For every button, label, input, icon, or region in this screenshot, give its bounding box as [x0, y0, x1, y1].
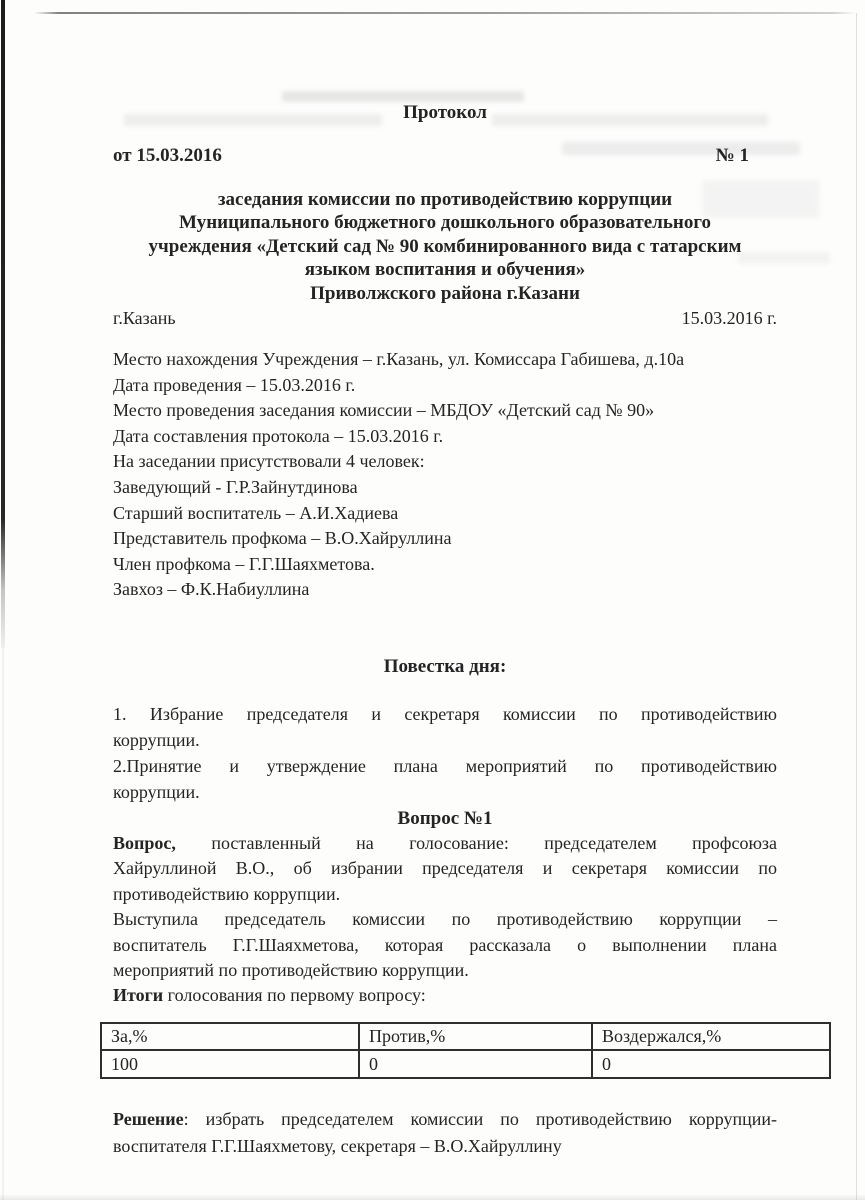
document-date: от 15.03.2016: [113, 145, 222, 166]
decision-lead: Решение: [113, 1109, 184, 1130]
detail-line: Завхоз – Ф.К.Набиуллина: [113, 579, 310, 600]
detail-line: Представитель профкома – В.О.Хайруллина: [113, 528, 452, 549]
vote-table-header-row: [101, 1023, 830, 1051]
vote-results-line: Итоги голосования по первому вопросу:: [113, 985, 426, 1006]
agenda-item-1-line: коррупции.: [113, 729, 200, 750]
vote-table: [100, 1022, 831, 1080]
question1-body: [113, 831, 777, 1009]
agenda-list: [113, 701, 777, 805]
decision-line: воспитателя Г.Г.Шаяхметову, секретаря – В.О.Хайруллину: [113, 1135, 562, 1156]
scan-edge-bottom: [0, 1194, 865, 1200]
meeting-details: [113, 347, 777, 603]
document-subtitle: [113, 188, 777, 305]
vote-table-header-vozderzhalsya: Воздержался,%: [592, 1023, 830, 1051]
question1-p2-line: мероприятий по противодействию коррупции.: [113, 960, 469, 980]
document-title: Протокол: [403, 102, 487, 123]
vote-value-vozderzhalsya: 0: [592, 1050, 830, 1078]
question1-p1-line: Вопрос, поставленный на голосование: председателем профсоюза: [113, 832, 777, 853]
decision-paragraph: [113, 1106, 777, 1159]
subtitle-line: учреждения «Детский сад № 90 комбинированного вида с татарским: [148, 235, 742, 257]
place-date-row: [113, 306, 777, 331]
question1-p2-line: воспитатель Г.Г.Шаяхметова, которая рассказала о выполнении плана: [113, 934, 777, 955]
place-date: 15.03.2016 г.: [681, 308, 777, 329]
detail-line: Заведующий - Г.Р.Зайнутдинова: [113, 477, 358, 497]
vote-value-za: 100: [101, 1050, 359, 1078]
agenda-item-2-line: коррупции.: [113, 781, 200, 802]
subtitle-line: языком воспитания и обучения»: [304, 259, 586, 281]
scan-edge-left: [1, 0, 5, 648]
detail-line: Место нахождения Учреждения – г.Казань, ул. Комиссара Габишева, д.10а: [113, 349, 685, 370]
document-content: [113, 0, 777, 1159]
date-number-row: [113, 144, 777, 167]
agenda-item-1-line: 1. Избрание председателя и секретаря комиссии по противодействию: [113, 703, 777, 724]
vote-table-header-protiv: Против,%: [359, 1023, 592, 1051]
subtitle-line: Муниципального бюджетного дошкольного образовательного: [179, 212, 711, 234]
agenda-heading: Повестка дня:: [383, 655, 507, 677]
detail-line: Дата составления протокола – 15.03.2016 г.: [113, 425, 444, 446]
detail-line: На заседании присутствовали 4 человек:: [113, 451, 425, 472]
question1-p1-lead: Вопрос,: [113, 832, 176, 853]
place-city: г.Казань: [113, 308, 176, 329]
scan-edge-right: [856, 13, 857, 1200]
agenda-item-2-line: 2.Принятие и утверждение плана мероприятий по противодействию: [113, 755, 777, 776]
detail-line: Место проведения заседания комиссии – МБДОУ «Детский сад № 90»: [113, 400, 655, 421]
document-number: № 1: [715, 145, 749, 166]
subtitle-line: Приволжского района г.Казани: [310, 282, 580, 304]
detail-line: Дата проведения – 15.03.2016 г.: [113, 374, 356, 395]
detail-line: Старший воспитатель – А.И.Хадиева: [113, 502, 399, 523]
decision-line: Решение: избрать председателем комиссии по противодействию коррупции-: [113, 1109, 777, 1130]
vote-table-value-row: [101, 1050, 830, 1078]
question1-p1-line: Хайруллиной В.О., об избрании председателя и секретаря комиссии по: [113, 858, 777, 879]
vote-results-lead: Итоги: [113, 985, 164, 1006]
question1-heading: Вопрос №1: [397, 807, 493, 829]
detail-line: Член профкома – Г.Г.Шаяхметова.: [113, 553, 375, 574]
question1-p1-line: противодействию коррупции.: [113, 883, 341, 904]
question1-p2-line: Выступила председатель комиссии по противодействию коррупции –: [113, 909, 777, 930]
scan-edge-left-faint: [2, 648, 4, 1200]
vote-value-protiv: 0: [359, 1050, 592, 1078]
vote-table-header-za: За,%: [101, 1023, 359, 1051]
subtitle-line: заседания комиссии по противодействию коррупции: [217, 189, 673, 210]
